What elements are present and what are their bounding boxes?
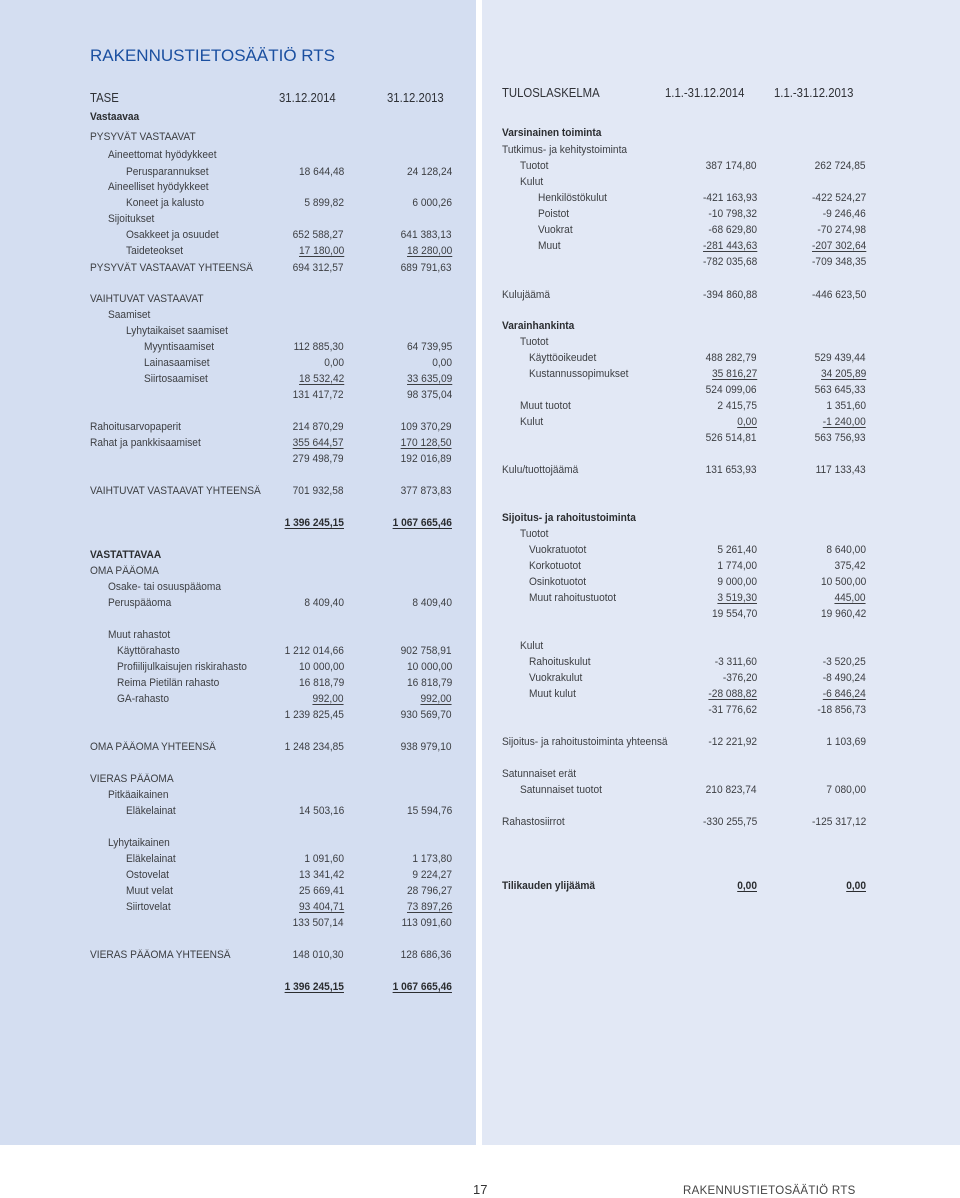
balance-sheet-row-label: Reima Pietilän rahasto	[117, 677, 220, 689]
balance-sheet-row-value-2013: 109 370,29	[401, 421, 452, 433]
income-statement-row-value-2013: 19 960,42	[820, 608, 866, 620]
balance-sheet-row-label: Aineelliset hyödykkeet	[108, 181, 209, 193]
balance-sheet-row-value-2013: 938 979,10	[401, 741, 452, 753]
income-statement-row-value-2014: 19 554,70	[711, 608, 757, 620]
income-statement-row-value-2014: 210 823,74	[706, 784, 757, 796]
income-statement-row-label: Kulu/tuottojäämä	[502, 464, 579, 476]
income-statement-row-value-2014: 5 261,40	[717, 544, 757, 556]
income-statement-row-label: Vuokrakulut	[529, 672, 583, 684]
balance-sheet-row-value-2014: 355 644,57	[293, 437, 344, 449]
balance-sheet-row-value-2013: 902 758,91	[401, 645, 452, 657]
balance-sheet-row-value-2013: 98 375,04	[406, 389, 452, 401]
income-statement-row-value-2013: -9 246,46	[823, 208, 866, 220]
income-statement-row-value-2014: 526 514,81	[706, 432, 757, 444]
balance-sheet-row-label: Siirtosaamiset	[144, 373, 208, 385]
income-statement-row-value-2014: 3 519,30	[717, 592, 757, 604]
income-statement-heading: TULOSLASKELMA	[502, 86, 600, 100]
balance-sheet-row-value-2013: 28 796,27	[406, 885, 452, 897]
income-statement-row-label: Tilikauden ylijäämä	[502, 880, 596, 892]
balance-sheet-row-value-2014: 148 010,30	[293, 949, 344, 961]
income-statement-row-label: Sijoitus- ja rahoitustoiminta yhteensä	[502, 736, 668, 748]
income-statement-row-label: Henkilöstökulut	[538, 192, 607, 204]
income-statement-row-value-2014: -12 221,92	[708, 736, 757, 748]
balance-sheet-row-label: Rahat ja pankkisaamiset	[90, 437, 201, 449]
income-statement-row-value-2014: -10 798,32	[708, 208, 757, 220]
footer-organization: RAKENNUSTIETOSÄÄTIÖ RTS	[683, 1185, 856, 1197]
balance-sheet-panel	[0, 0, 476, 1145]
income-statement-row-label: Sijoitus- ja rahoitustoiminta	[502, 512, 636, 524]
income-statement-row-value-2013: 563 756,93	[815, 432, 866, 444]
balance-sheet-row-value-2014: 13 341,42	[298, 869, 344, 881]
income-statement-row-label: Kulujäämä	[502, 289, 551, 301]
income-statement-row-label: Muut tuotot	[520, 400, 571, 412]
balance-sheet-row-label: OMA PÄÄOMA YHTEENSÄ	[90, 741, 216, 753]
income-statement-row-value-2013: 10 500,00	[820, 576, 866, 588]
balance-sheet-row-label: Siirtovelat	[126, 901, 171, 913]
balance-sheet-row-label: Taideteokset	[126, 245, 184, 257]
balance-sheet-row-value-2014: 694 312,57	[293, 262, 344, 274]
income-statement-row-value-2013: 375,42	[834, 560, 866, 572]
income-statement-row-label: Käyttöoikeudet	[529, 352, 597, 364]
balance-sheet-row-value-2013: 24 128,24	[406, 166, 452, 178]
income-statement-row-value-2013: 262 724,85	[815, 160, 866, 172]
income-statement-row-value-2014: -281 443,63	[702, 240, 757, 252]
balance-sheet-row-label: Koneet ja kalusto	[126, 197, 205, 209]
balance-sheet-row-value-2014: 18 644,48	[298, 166, 344, 178]
balance-sheet-row-label: Sijoitukset	[108, 213, 155, 225]
balance-sheet-row-label: Aineettomat hyödykkeet	[108, 149, 217, 161]
income-statement-col-2014: 1.1.-31.12.2014	[665, 86, 745, 100]
income-statement-row-value-2013: -1 240,00	[823, 416, 866, 428]
balance-sheet-row-value-2013: 641 383,13	[401, 229, 452, 241]
income-statement-row-value-2014: -782 035,68	[702, 256, 757, 268]
balance-sheet-row-value-2013: 1 173,80	[412, 853, 452, 865]
balance-sheet-row-value-2014: 1 091,60	[304, 853, 344, 865]
income-statement-row-value-2013: -18 856,73	[817, 704, 866, 716]
balance-sheet-row-label: Ostovelat	[126, 869, 169, 881]
balance-sheet-row-value-2014: 5 899,82	[304, 197, 344, 209]
balance-sheet-row-label: Käyttörahasto	[117, 645, 180, 657]
income-statement-row-label: Varsinainen toiminta	[502, 127, 602, 139]
income-statement-row-label: Muut rahoitustuotot	[529, 592, 617, 604]
balance-sheet-row-label: Myyntisaamiset	[144, 341, 215, 353]
balance-sheet-row-value-2013: 689 791,63	[401, 262, 452, 274]
income-statement-row-value-2013: 34 205,89	[820, 368, 866, 380]
income-statement-row-value-2014: 2 415,75	[717, 400, 757, 412]
balance-sheet-row-value-2013: 6 000,26	[412, 197, 452, 209]
balance-sheet-row-value-2014: 17 180,00	[298, 245, 344, 257]
income-statement-row-label: Osinkotuotot	[529, 576, 587, 588]
income-statement-row-value-2013: 117 133,43	[815, 464, 866, 476]
income-statement-row-value-2014: 387 174,80	[706, 160, 757, 172]
income-statement-row-label: Vuokrat	[538, 224, 573, 236]
income-statement-row-label: Kulut	[520, 416, 544, 428]
balance-sheet-row-label: Peruspääoma	[108, 597, 172, 609]
balance-sheet-row-value-2014: 18 532,42	[298, 373, 344, 385]
balance-sheet-row-value-2013: 0,00	[432, 357, 452, 369]
income-statement-row-value-2013: -709 348,35	[811, 256, 866, 268]
income-statement-row-value-2013: -422 524,27	[811, 192, 866, 204]
balance-sheet-row-label: Vastaavaa	[90, 111, 140, 123]
balance-sheet-row-label: Muut rahastot	[108, 629, 171, 641]
income-statement-row-value-2014: 0,00	[737, 880, 757, 892]
balance-sheet-row-label: Rahoitusarvopaperit	[90, 421, 181, 433]
balance-sheet-row-value-2013: 930 569,70	[401, 709, 452, 721]
balance-sheet-row-label: VIERAS PÄÄOMA YHTEENSÄ	[90, 949, 231, 961]
balance-sheet-row-value-2014: 25 669,41	[298, 885, 344, 897]
balance-sheet-row-value-2014: 992,00	[312, 693, 344, 705]
balance-sheet-row-value-2014: 112 885,30	[293, 341, 344, 353]
income-statement-row-value-2013: 563 645,33	[815, 384, 866, 396]
income-statement-row-label: Varainhankinta	[502, 320, 575, 332]
balance-sheet-row-value-2013: 1 067 665,46	[392, 981, 452, 993]
page-number: 17	[473, 1182, 488, 1197]
income-statement-row-label: Rahoituskulut	[529, 656, 591, 668]
balance-sheet-row-value-2013: 73 897,26	[406, 901, 452, 913]
balance-sheet-row-value-2014: 279 498,79	[293, 453, 344, 465]
balance-sheet-row-value-2014: 1 396 245,15	[284, 517, 344, 529]
balance-sheet-row-label: OMA PÄÄOMA	[90, 565, 159, 577]
income-statement-row-value-2014: -28 088,82	[708, 688, 757, 700]
income-statement-row-label: Satunnaiset tuotot	[520, 784, 602, 796]
balance-sheet-row-label: Osake- tai osuuspääoma	[108, 581, 222, 593]
balance-sheet-row-value-2014: 652 588,27	[293, 229, 344, 241]
income-statement-row-value-2014: 1 774,00	[717, 560, 757, 572]
balance-sheet-row-value-2013: 192 016,89	[401, 453, 452, 465]
income-statement-row-value-2014: 524 099,06	[706, 384, 757, 396]
income-statement-row-value-2013: -207 302,64	[811, 240, 866, 252]
balance-sheet-col-2014: 31.12.2014	[279, 91, 336, 105]
balance-sheet-row-value-2013: 64 739,95	[406, 341, 452, 353]
balance-sheet-row-value-2014: 214 870,29	[293, 421, 344, 433]
balance-sheet-row-value-2013: 18 280,00	[406, 245, 452, 257]
balance-sheet-row-value-2013: 8 409,40	[412, 597, 452, 609]
balance-sheet-row-value-2013: 15 594,76	[406, 805, 452, 817]
balance-sheet-row-value-2013: 16 818,79	[406, 677, 452, 689]
balance-sheet-row-value-2013: 113 091,60	[401, 917, 452, 929]
balance-sheet-row-value-2014: 8 409,40	[304, 597, 344, 609]
balance-sheet-row-value-2014: 131 417,72	[293, 389, 344, 401]
income-statement-row-value-2013: 1 103,69	[826, 736, 866, 748]
income-statement-row-label: Muut kulut	[529, 688, 576, 700]
balance-sheet-row-label: PYSYVÄT VASTAAVAT	[90, 131, 196, 143]
income-statement-row-value-2014: 0,00	[737, 416, 757, 428]
balance-sheet-row-label: Lyhytaikainen	[108, 837, 170, 849]
income-statement-row-value-2014: 488 282,79	[706, 352, 757, 364]
balance-sheet-row-value-2014: 14 503,16	[298, 805, 344, 817]
balance-sheet-row-value-2014: 93 404,71	[298, 901, 344, 913]
income-statement-row-label: Tuotot	[520, 160, 549, 172]
income-statement-row-value-2013: 8 640,00	[826, 544, 866, 556]
balance-sheet-row-value-2014: 16 818,79	[298, 677, 344, 689]
balance-sheet-row-value-2014: 1 396 245,15	[284, 981, 344, 993]
balance-sheet-row-value-2014: 701 932,58	[293, 485, 344, 497]
balance-sheet-row-value-2013: 377 873,83	[401, 485, 452, 497]
income-statement-row-label: Kulut	[520, 176, 544, 188]
income-statement-row-value-2013: 7 080,00	[826, 784, 866, 796]
income-statement-row-value-2013: -3 520,25	[823, 656, 866, 668]
balance-sheet-row-value-2014: 1 212 014,66	[284, 645, 344, 657]
income-statement-row-value-2013: 0,00	[846, 880, 866, 892]
income-statement-row-value-2014: 9 000,00	[717, 576, 757, 588]
balance-sheet-row-value-2013: 10 000,00	[406, 661, 452, 673]
income-statement-row-value-2014: 35 816,27	[711, 368, 757, 380]
income-statement-row-label: Tutkimus- ja kehitystoiminta	[502, 144, 628, 156]
balance-sheet-row-value-2014: 0,00	[324, 357, 344, 369]
income-statement-row-value-2013: 445,00	[834, 592, 866, 604]
income-statement-row-label: Vuokratuotot	[529, 544, 587, 556]
income-statement-row-value-2014: 131 653,93	[706, 464, 757, 476]
balance-sheet-row-label: Osakkeet ja osuudet	[126, 229, 219, 241]
income-statement-row-value-2013: 529 439,44	[815, 352, 866, 364]
income-statement-col-2013: 1.1.-31.12.2013	[774, 86, 854, 100]
income-statement-row-value-2013: -6 846,24	[823, 688, 866, 700]
balance-sheet-row-label: Pitkäaikainen	[108, 789, 169, 801]
income-statement-row-value-2013: 1 351,60	[826, 400, 866, 412]
income-statement-row-value-2014: -68 629,80	[708, 224, 757, 236]
income-statement-row-value-2013: -70 274,98	[817, 224, 866, 236]
balance-sheet-row-label: Saamiset	[108, 309, 151, 321]
balance-sheet-row-label: Lainasaamiset	[144, 357, 210, 369]
balance-sheet-row-value-2014: 1 239 825,45	[284, 709, 344, 721]
income-statement-row-value-2014: -3 311,60	[714, 656, 757, 668]
balance-sheet-row-value-2013: 1 067 665,46	[392, 517, 452, 529]
balance-sheet-row-label: VAIHTUVAT VASTAAVAT YHTEENSÄ	[90, 485, 261, 497]
income-statement-row-value-2014: -376,20	[722, 672, 757, 684]
balance-sheet-row-value-2014: 133 507,14	[293, 917, 344, 929]
income-statement-row-value-2014: -394 860,88	[702, 289, 757, 301]
income-statement-row-label: Tuotot	[520, 336, 549, 348]
income-statement-row-value-2014: -330 255,75	[702, 816, 757, 828]
balance-sheet-row-label: Perusparannukset	[126, 166, 209, 178]
income-statement-row-label: Poistot	[538, 208, 570, 220]
balance-sheet-row-label: VAIHTUVAT VASTAAVAT	[90, 293, 204, 305]
balance-sheet-row-value-2013: 170 128,50	[401, 437, 452, 449]
income-statement-row-value-2014: -421 163,93	[702, 192, 757, 204]
balance-sheet-row-value-2013: 128 686,36	[401, 949, 452, 961]
income-statement-row-value-2013: -446 623,50	[811, 289, 866, 301]
balance-sheet-row-value-2014: 1 248 234,85	[284, 741, 344, 753]
balance-sheet-row-label: VASTATTAVAA	[90, 549, 162, 561]
income-statement-row-label: Kulut	[520, 640, 544, 652]
income-statement-row-value-2013: -8 490,24	[823, 672, 866, 684]
balance-sheet-row-label: VIERAS PÄÄOMA	[90, 773, 174, 785]
income-statement-row-label: Tuotot	[520, 528, 549, 540]
income-statement-row-value-2013: -125 317,12	[811, 816, 866, 828]
income-statement-row-label: Rahastosiirrot	[502, 816, 565, 828]
balance-sheet-col-2013: 31.12.2013	[387, 91, 444, 105]
balance-sheet-row-value-2013: 992,00	[420, 693, 452, 705]
balance-sheet-row-label: GA-rahasto	[117, 693, 169, 705]
balance-sheet-row-value-2014: 10 000,00	[298, 661, 344, 673]
balance-sheet-row-value-2013: 9 224,27	[412, 869, 452, 881]
balance-sheet-row-value-2013: 33 635,09	[406, 373, 452, 385]
balance-sheet-row-label: PYSYVÄT VASTAAVAT YHTEENSÄ	[90, 262, 253, 274]
balance-sheet-row-label: Eläkelainat	[126, 853, 176, 865]
income-statement-row-label: Muut	[538, 240, 561, 252]
balance-sheet-heading: TASE	[90, 91, 119, 105]
income-statement-row-value-2014: -31 776,62	[708, 704, 757, 716]
balance-sheet-row-label: Eläkelainat	[126, 805, 176, 817]
income-statement-row-label: Kustannussopimukset	[529, 368, 629, 380]
balance-sheet-row-label: Muut velat	[126, 885, 173, 897]
income-statement-row-label: Korkotuotot	[529, 560, 582, 572]
balance-sheet-row-label: Lyhytaikaiset saamiset	[126, 325, 228, 337]
income-statement-row-label: Satunnaiset erät	[502, 768, 577, 780]
organization-title: RAKENNUSTIETOSÄÄTIÖ RTS	[90, 46, 335, 65]
balance-sheet-row-label: Profiilijulkaisujen riskirahasto	[117, 661, 247, 673]
